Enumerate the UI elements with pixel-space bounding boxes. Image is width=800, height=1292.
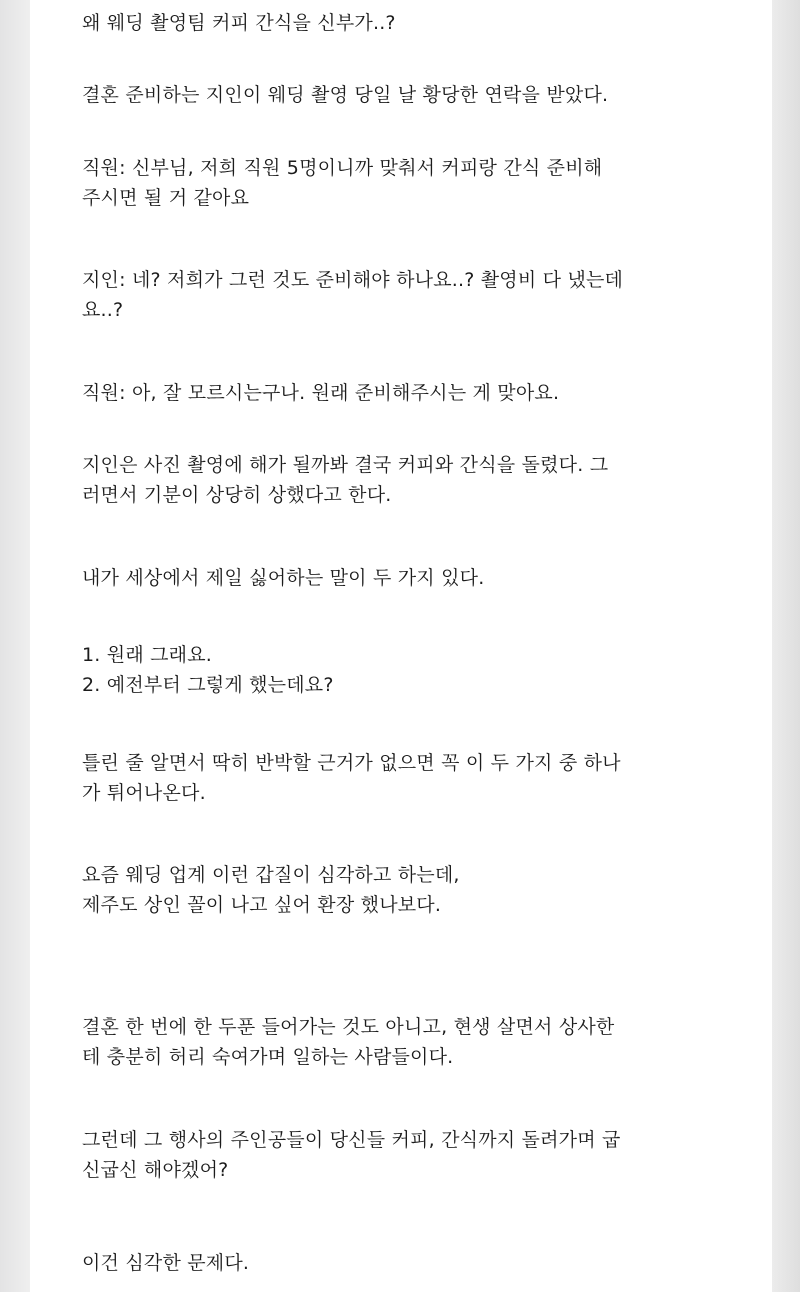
paragraph-list	[82, 640, 334, 700]
paragraph-staff-request	[82, 153, 602, 213]
text-line: 요..?	[82, 299, 124, 321]
list-item: 2. 예전부터 그렇게 했는데요?	[82, 674, 334, 696]
paragraph-two-phrases	[82, 563, 484, 593]
text-line: 그런데 그 행사의 주인공들이 당신들 커피, 간식까지 돌려가며 굽	[82, 1129, 621, 1151]
text-line: 왜 웨딩 촬영팀 커피 간식을 신부가..?	[82, 12, 396, 34]
text-line: 지인은 사진 촬영에 해가 될까봐 결국 커피와 간식을 돌렸다. 그	[82, 454, 609, 476]
paragraph-outcome	[82, 450, 608, 510]
article-page	[30, 0, 772, 1292]
paragraph-intro	[82, 80, 608, 110]
text-line: 테 충분히 허리 숙여가며 일하는 사람들이다.	[82, 1046, 454, 1068]
paragraph-industry	[82, 860, 460, 920]
text-line: 결혼 한 번에 한 두푼 들어가는 것도 아니고, 현생 살면서 상사한	[82, 1016, 615, 1038]
text-line: 내가 세상에서 제일 싫어하는 말이 두 가지 있다.	[82, 567, 485, 589]
text-line: 러면서 기분이 상당히 상했다고 한다.	[82, 484, 392, 506]
text-line: 직원: 신부님, 저희 직원 5명이니까 맞춰서 커피랑 간식 준비해	[82, 157, 603, 179]
paragraph-title	[82, 8, 396, 38]
text-line: 결혼 준비하는 지인이 웨딩 촬영 당일 날 황당한 연락을 받았다.	[82, 84, 609, 106]
list-item: 1. 원래 그래요.	[82, 644, 213, 666]
text-line: 지인: 네? 저희가 그런 것도 준비해야 하나요..? 촬영비 다 냈는데	[82, 269, 624, 291]
text-line: 주시면 될 거 같아요	[82, 187, 250, 209]
text-line: 이건 심각한 문제다.	[82, 1252, 250, 1274]
paragraph-comment	[82, 748, 621, 808]
paragraph-friend-reply	[82, 265, 623, 325]
text-line: 가 튀어나온다.	[82, 782, 206, 804]
text-line: 신굽신 해야겠어?	[82, 1159, 229, 1181]
left-gutter	[0, 0, 30, 1292]
paragraph-couples	[82, 1012, 615, 1072]
text-line: 요즘 웨딩 업계 이런 갑질이 심각하고 하는데,	[82, 864, 460, 886]
text-line: 직원: 아, 잘 모르시는구나. 원래 준비해주시는 게 맞아요.	[82, 382, 560, 404]
paragraph-conclusion	[82, 1248, 249, 1278]
text-line: 틀린 줄 알면서 딱히 반박할 근거가 없으면 꼭 이 두 가지 중 하나	[82, 752, 621, 774]
paragraph-question	[82, 1125, 621, 1185]
text-line: 제주도 상인 꼴이 나고 싶어 환장 했나보다.	[82, 894, 442, 916]
right-gutter	[772, 0, 800, 1292]
paragraph-staff-answer	[82, 378, 559, 408]
